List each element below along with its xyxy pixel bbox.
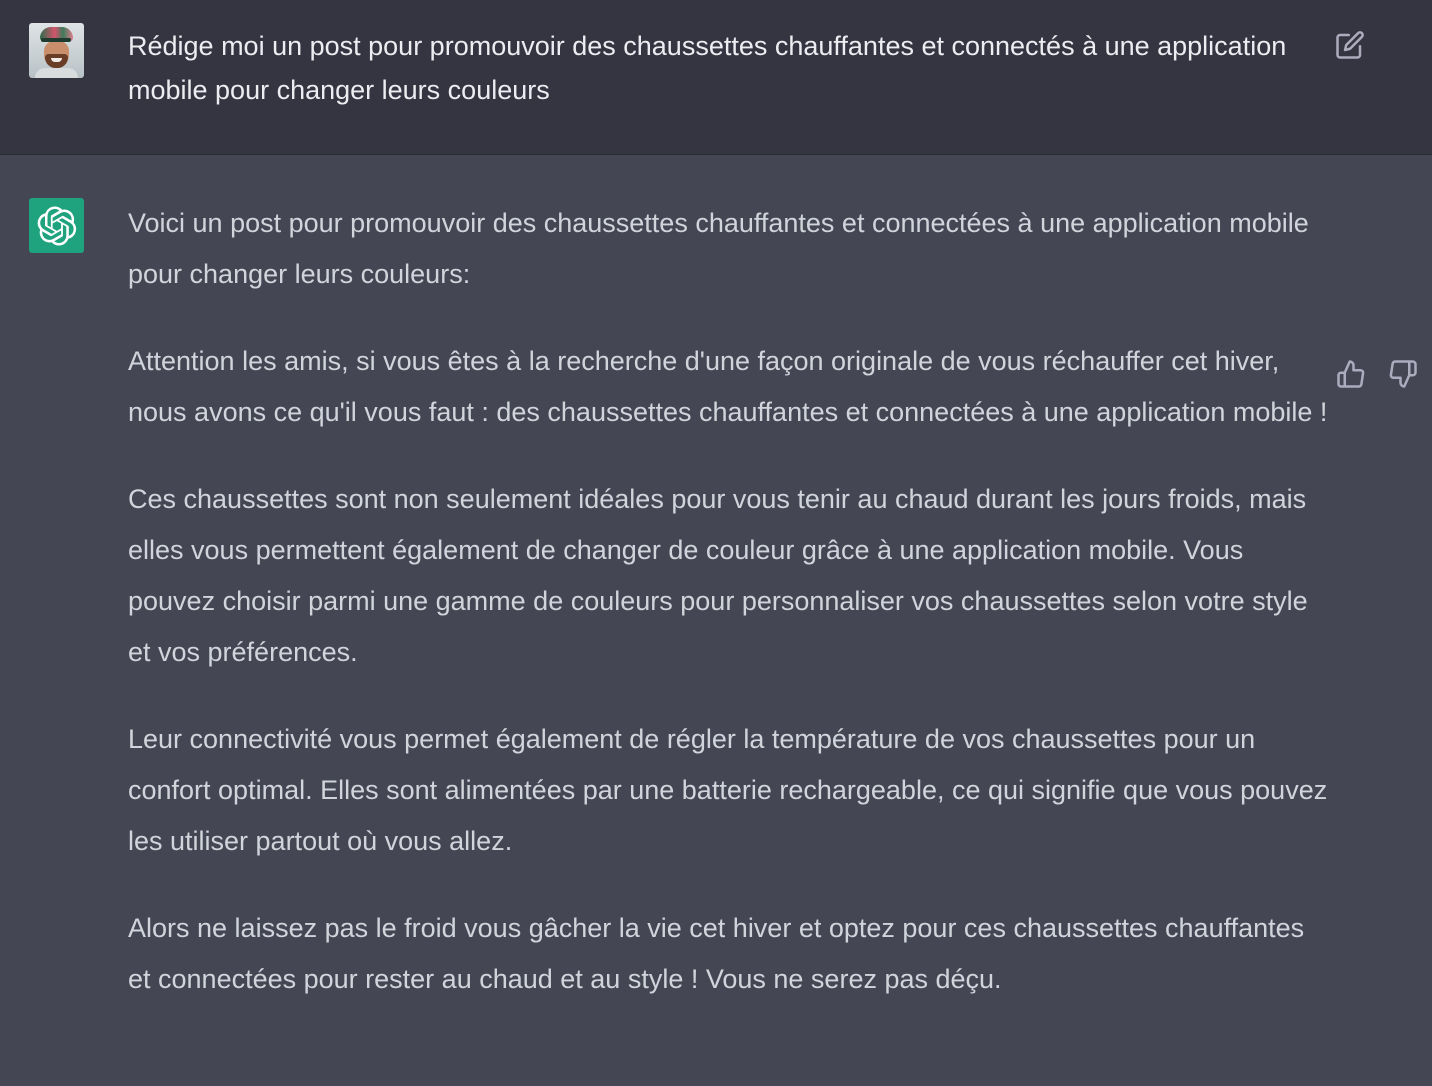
assistant-avatar bbox=[29, 198, 84, 253]
thumbs-up-icon bbox=[1336, 359, 1366, 389]
assistant-message-text bbox=[128, 198, 1328, 1041]
assistant-paragraph: Leur connectivité vous permet également de régler la température de vos chaussettes pour un confort optimal. Elles sont alimentées par une batterie rechargeable, ce qui signifie que vous pouvez les utiliser partout où vous allez. bbox=[128, 724, 1328, 856]
thumbs-down-icon bbox=[1388, 359, 1418, 389]
thumbs-down-button[interactable] bbox=[1387, 358, 1419, 390]
user-photo-icon bbox=[29, 23, 84, 78]
assistant-paragraph: Voici un post pour promouvoir des chaussettes chauffantes et connectées à une application mobile pour changer leurs couleurs: bbox=[128, 208, 1309, 289]
edit-button[interactable] bbox=[1334, 29, 1366, 61]
edit-icon bbox=[1335, 30, 1365, 60]
user-avatar bbox=[29, 23, 84, 78]
user-message bbox=[0, 0, 1432, 155]
openai-logo-icon bbox=[37, 206, 77, 246]
assistant-paragraph: Ces chaussettes sont non seulement idéales pour vous tenir au chaud durant les jours froids, mais elles vous permettent également de changer de couleur grâce à une application mobile. Vous pouvez choisir parmi une gamme de couleurs pour personnaliser vos chaussettes selon votre style et vos préférences. bbox=[128, 484, 1308, 667]
assistant-paragraph: Attention les amis, si vous êtes à la recherche d'une façon originale de vous réchauffer cet hiver, nous avons ce qu'il vous faut : des chaussettes chauffantes et connectées à une application mobile ! bbox=[128, 346, 1328, 427]
user-message-text: Rédige moi un post pour promouvoir des chaussettes chauffantes et connectés à une application mobile pour changer leurs couleurs bbox=[128, 31, 1287, 105]
assistant-message bbox=[0, 155, 1432, 1086]
thumbs-up-button[interactable] bbox=[1335, 358, 1367, 390]
assistant-paragraph: Alors ne laissez pas le froid vous gâcher la vie cet hiver et optez pour ces chaussettes chauffantes et connectées pour rester au chaud et au style ! Vous ne serez pas déçu. bbox=[128, 913, 1305, 994]
